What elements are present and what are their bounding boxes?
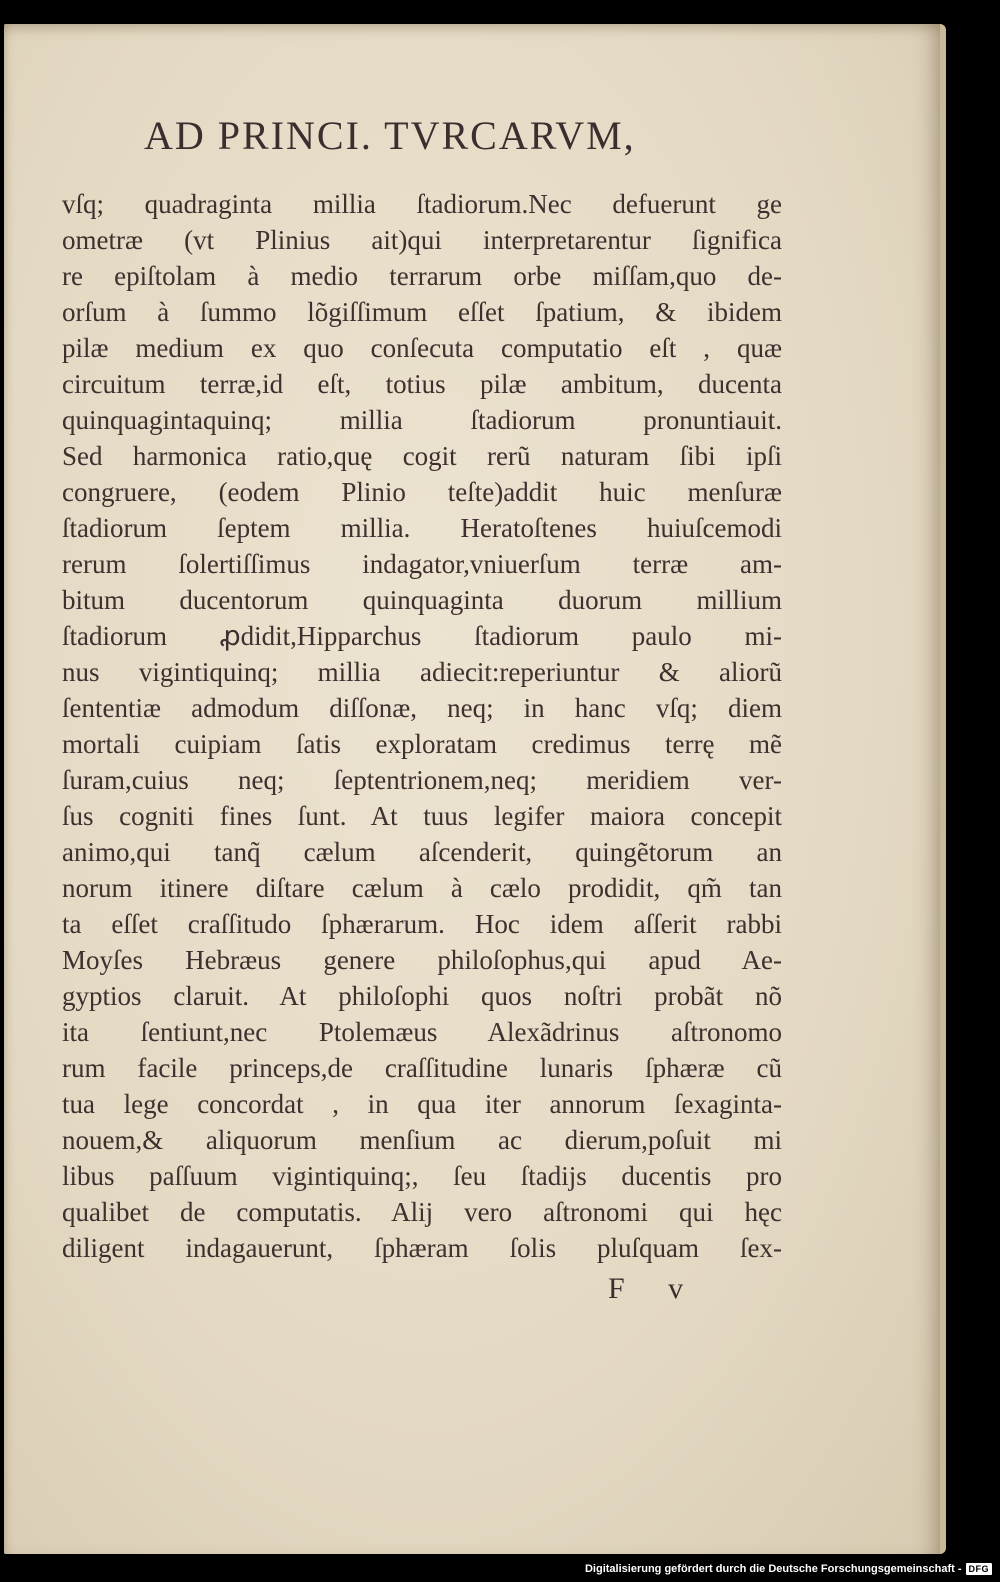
text-line: pilæ medium ex quo conſecuta computatio eſt , quæ [62, 333, 782, 363]
text-line: ſtadiorum ſeptem millia. Heratoſtenes huiuſcemodi [62, 513, 782, 543]
text-line: nus vigintiquinq; millia adiecit:reperiuntur & aliorũ [62, 657, 782, 687]
running-header: AD PRINCI. TVRCARVM, [144, 113, 636, 158]
text-line: quinquagintaquinq; millia ſtadiorum pronuntiauit. [62, 405, 782, 435]
text-line: animo,qui tanq̃ cælum aſcenderit, quingẽtorum an [62, 837, 782, 867]
signature-mark: F v [608, 1272, 702, 1305]
text-line: Sed harmonica ratio,quę cogit rerũ naturam ſibi ipſi [62, 441, 782, 471]
text-line: Moyſes Hebræus genere philoſophus,qui apud Ae- [62, 945, 782, 975]
text-line: ometræ (vt Plinius ait)qui interpretarentur ſignifica [62, 225, 782, 255]
text-line: ſus cogniti fines ſunt. At tuus legifer maiora concepit [62, 801, 782, 831]
text-line: ſuram,cuius neq; ſeptentrionem,neq; meridiem ver- [62, 765, 782, 795]
text-line: gyptios claruit. At philoſophi quos noſtri probãt nõ [62, 981, 782, 1011]
text-line: norum itinere diſtare cælum à cælo prodidit, qm̃ tan [62, 873, 782, 903]
text-line: diligent indagauerunt, ſphæram ſolis pluſquam ſex- [62, 1233, 782, 1263]
text-line: orſum à ſummo lõgiſſimum eſſet ſpatium, & ibidem [62, 297, 782, 327]
digitization-credit [585, 1558, 992, 1580]
text-line: ſtadiorum ꝓdidit,Hipparchus ſtadiorum paulo mi- [62, 621, 782, 651]
text-line: mortali cuipiam ſatis exploratam credimus terrę mẽ [62, 729, 782, 759]
text-line: qualibet de computatis. Alij vero aſtronomi qui hęc [62, 1197, 782, 1227]
text-line: circuitum terræ,id eſt, totius pilæ ambitum, ducenta [62, 369, 782, 399]
text-line: bitum ducentorum quinquaginta duorum millium [62, 585, 782, 615]
text-line: rerum ſolertiſſimus indagator,vniuerſum terræ am- [62, 549, 782, 579]
text-line: nouem,& aliquorum menſium ac dierum,poſuit mi [62, 1125, 782, 1155]
text-line: tua lege concordat , in qua iter annorum ſexaginta- [62, 1089, 782, 1119]
text-line: ſententiæ admodum diſſonæ, neq; in hanc vſq; diem [62, 693, 782, 723]
dfg-logo: DFG [966, 1563, 993, 1575]
credit-text: Digitalisierung gefördert durch die Deutsche Forschungsgemeinschaft - [584, 1563, 962, 1575]
text-line: libus paſſuum vigintiquinq;, ſeu ſtadijs ducentis pro [62, 1161, 782, 1191]
text-line: ita ſentiunt,nec Ptolemæus Alexãdrinus aſtronomo [62, 1017, 782, 1047]
text-line: re epiſtolam à medio terrarum orbe miſſam,quo de- [62, 261, 782, 291]
book-page [4, 24, 946, 1554]
text-line: vſq; quadraginta millia ſtadiorum.Nec defuerunt ge [62, 189, 782, 219]
body-text [62, 186, 782, 1266]
text-line: ta eſſet craſſitudo ſphærarum. Hoc idem aſſerit rabbi [62, 909, 782, 939]
text-line: rum facile princeps,de craſſitudine lunaris ſphæræ cũ [62, 1053, 782, 1083]
text-line: congruere, (eodem Plinio teſte)addit huic menſuræ [62, 477, 782, 507]
